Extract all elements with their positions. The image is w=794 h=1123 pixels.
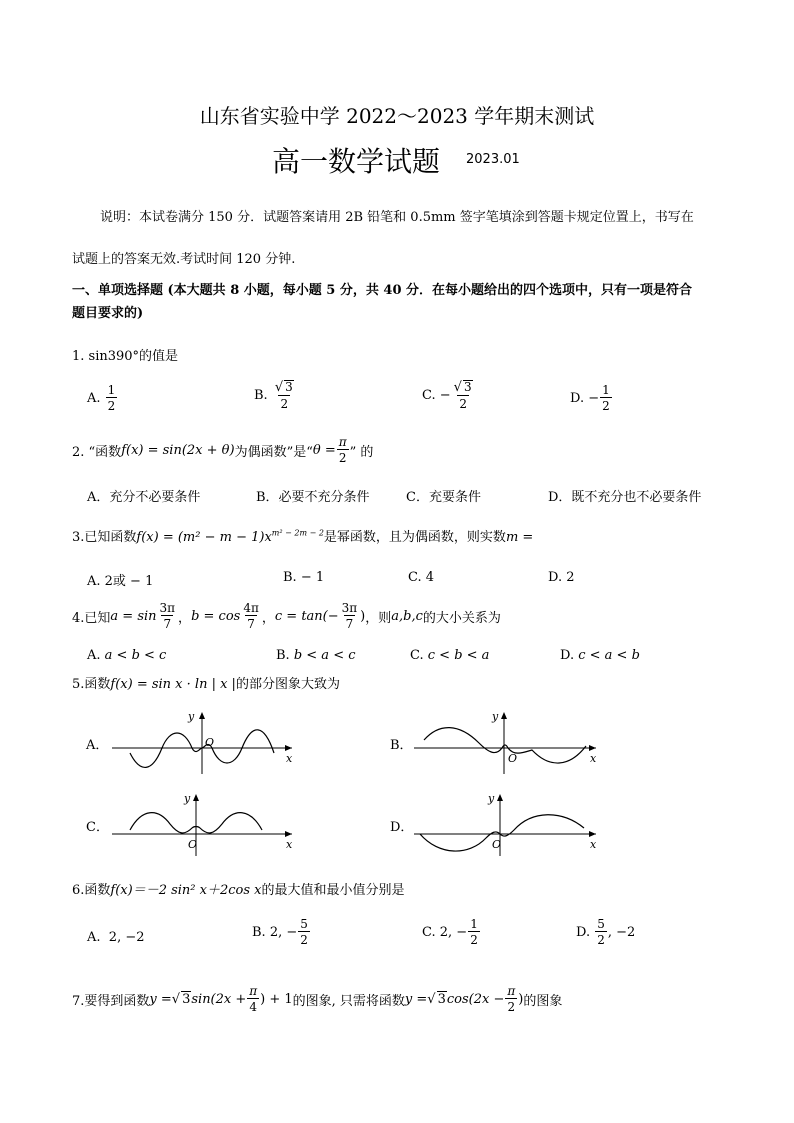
q1-option-b[interactable] <box>254 380 297 410</box>
instructions-line-1: 说明：本试卷满分 150 分．试题答案请用 2B 铅笔和 0.5mm 签字笔填涂到答题卡规定位置上，书写在 <box>100 210 694 225</box>
q6-option-b[interactable]: B. 2, − $\frac{5}{2}$ <box>252 917 308 947</box>
graph-d-x: x <box>590 838 597 851</box>
q1-option-a[interactable] <box>87 384 118 412</box>
q6-stem: 6.函数f(x)＝－2 sin² x＋2cos x的最大值和最小值分别是 <box>72 883 405 898</box>
section-heading-line-1: 一、单项选择题 (本大题共 8 小题，每小题 5 分，共 40 分．在每小题给出的四个选项中，只有一项是符合 <box>72 283 693 298</box>
exam-title: 高一数学试题 <box>272 145 441 178</box>
instructions-line-2: 试题上的答案无效.考试时间 120 分钟. <box>72 252 296 267</box>
graph-d-origin: O <box>492 838 502 851</box>
graph-b-origin: O <box>508 752 518 765</box>
graph-c-y: y <box>184 792 191 805</box>
q1-a-label: A. <box>87 390 101 406</box>
graph-a-y: y <box>188 710 195 723</box>
graph-c-x: x <box>286 838 293 851</box>
q7-stem: 7.要得到函数 y = √ 3 sin(2x + $\frac{\pi}{4}$ ) + 1 的图象, 只需将函数 y = √ 3 cos(2x − $\frac{\pi}{2}$ ) 的图象 <box>72 984 563 1014</box>
q3-option-b[interactable]: B. − 1 <box>283 570 325 585</box>
q4-stem: 4.已知 a = sin $\frac{3\pi}{7}$ ， b = cos $\frac{4\pi}{7}$ ， c = tan(− $\frac{3\pi}{7}$ ) ，则 a,b,c 的大小关系为 <box>72 601 501 631</box>
q6-option-c[interactable]: C. 2, − $\frac{1}{2}$ <box>422 917 478 947</box>
q3-option-a[interactable]: A. 2或 − 1 <box>87 574 154 589</box>
q1-b-fraction: $\frac{√ 3}{2}$ <box>274 380 293 411</box>
graph-c-origin: O <box>188 838 198 851</box>
q1-a-fraction: $\frac{1}{2}$ <box>107 383 116 413</box>
graph-a-origin: O <box>205 736 215 749</box>
q3-option-d[interactable]: D. 2 <box>548 570 575 585</box>
q3-stem: 3.已知函数$f(x) = (m^2 - m - 1)x^{m^2 - 2m - 2}$是幂函数，且为偶函数，则实数m = <box>72 528 534 545</box>
q5-option-d-label[interactable]: D． <box>390 820 414 835</box>
q4-option-d[interactable]: D. c < a < b <box>560 648 640 663</box>
q2-option-b[interactable]: B．必要不充分条件 <box>256 490 370 505</box>
q4-option-a[interactable]: A. a < b < c <box>87 648 167 663</box>
exam-date: 2023.01 <box>466 152 520 167</box>
section-heading-line-2: 题目要求的) <box>72 306 144 321</box>
q5-option-c-label[interactable]: C． <box>86 820 109 835</box>
q1-d-label: D. <box>570 390 585 406</box>
q1-c-label: C. <box>422 387 436 403</box>
q5-graph-d[interactable] <box>414 790 604 860</box>
q1-c-fraction: $\frac{√ 3}{2}$ <box>453 380 472 411</box>
q4-option-c[interactable]: C. c < b < a <box>410 648 490 663</box>
q5-stem: 5.函数f(x) = sin x · ln | x |的部分图象大致为 <box>72 677 340 692</box>
q1-option-c[interactable]: C. − $\frac{√ 3}{2}$ <box>422 380 476 410</box>
graph-a-x: x <box>286 752 293 765</box>
q2-option-c[interactable]: C．充要条件 <box>406 490 481 505</box>
q6-option-d[interactable]: D. $\frac{5}{2}$ , −2 <box>576 917 636 947</box>
q1-b-label: B. <box>254 387 268 403</box>
q1-stem: 1. sin390°的值是 <box>72 349 179 364</box>
q5-option-a-label[interactable]: A． <box>86 738 109 753</box>
q5-option-b-label[interactable]: B． <box>390 738 413 753</box>
q2-option-d[interactable]: D．既不充分也不必要条件 <box>548 490 702 505</box>
q3-option-c[interactable]: C. 4 <box>408 570 435 585</box>
q5-graph-c[interactable] <box>112 790 298 860</box>
graph-d-y: y <box>488 792 495 805</box>
q4-option-b[interactable]: B. b < a < c <box>276 648 356 663</box>
graph-b-x: x <box>590 752 597 765</box>
q2-stem: 2. “函数 f(x) = sin(2x + θ) 为偶函数”是“ θ = $\frac{\pi}{2}$ ” 的 <box>72 435 374 465</box>
q6-option-a[interactable]: A. 2, −2 <box>87 930 145 945</box>
graph-b-y: y <box>492 710 499 723</box>
q1-d-fraction: $\frac{1}{2}$ <box>602 383 610 413</box>
q2-option-a[interactable]: A．充分不必要条件 <box>87 490 201 505</box>
q5-graph-b[interactable] <box>414 708 604 778</box>
school-title: 山东省实验中学 2022～2023 学年期末测试 <box>199 104 595 128</box>
q1-option-d[interactable]: D. − $\frac{1}{2}$ <box>570 383 610 413</box>
q5-graph-a[interactable] <box>112 708 298 778</box>
